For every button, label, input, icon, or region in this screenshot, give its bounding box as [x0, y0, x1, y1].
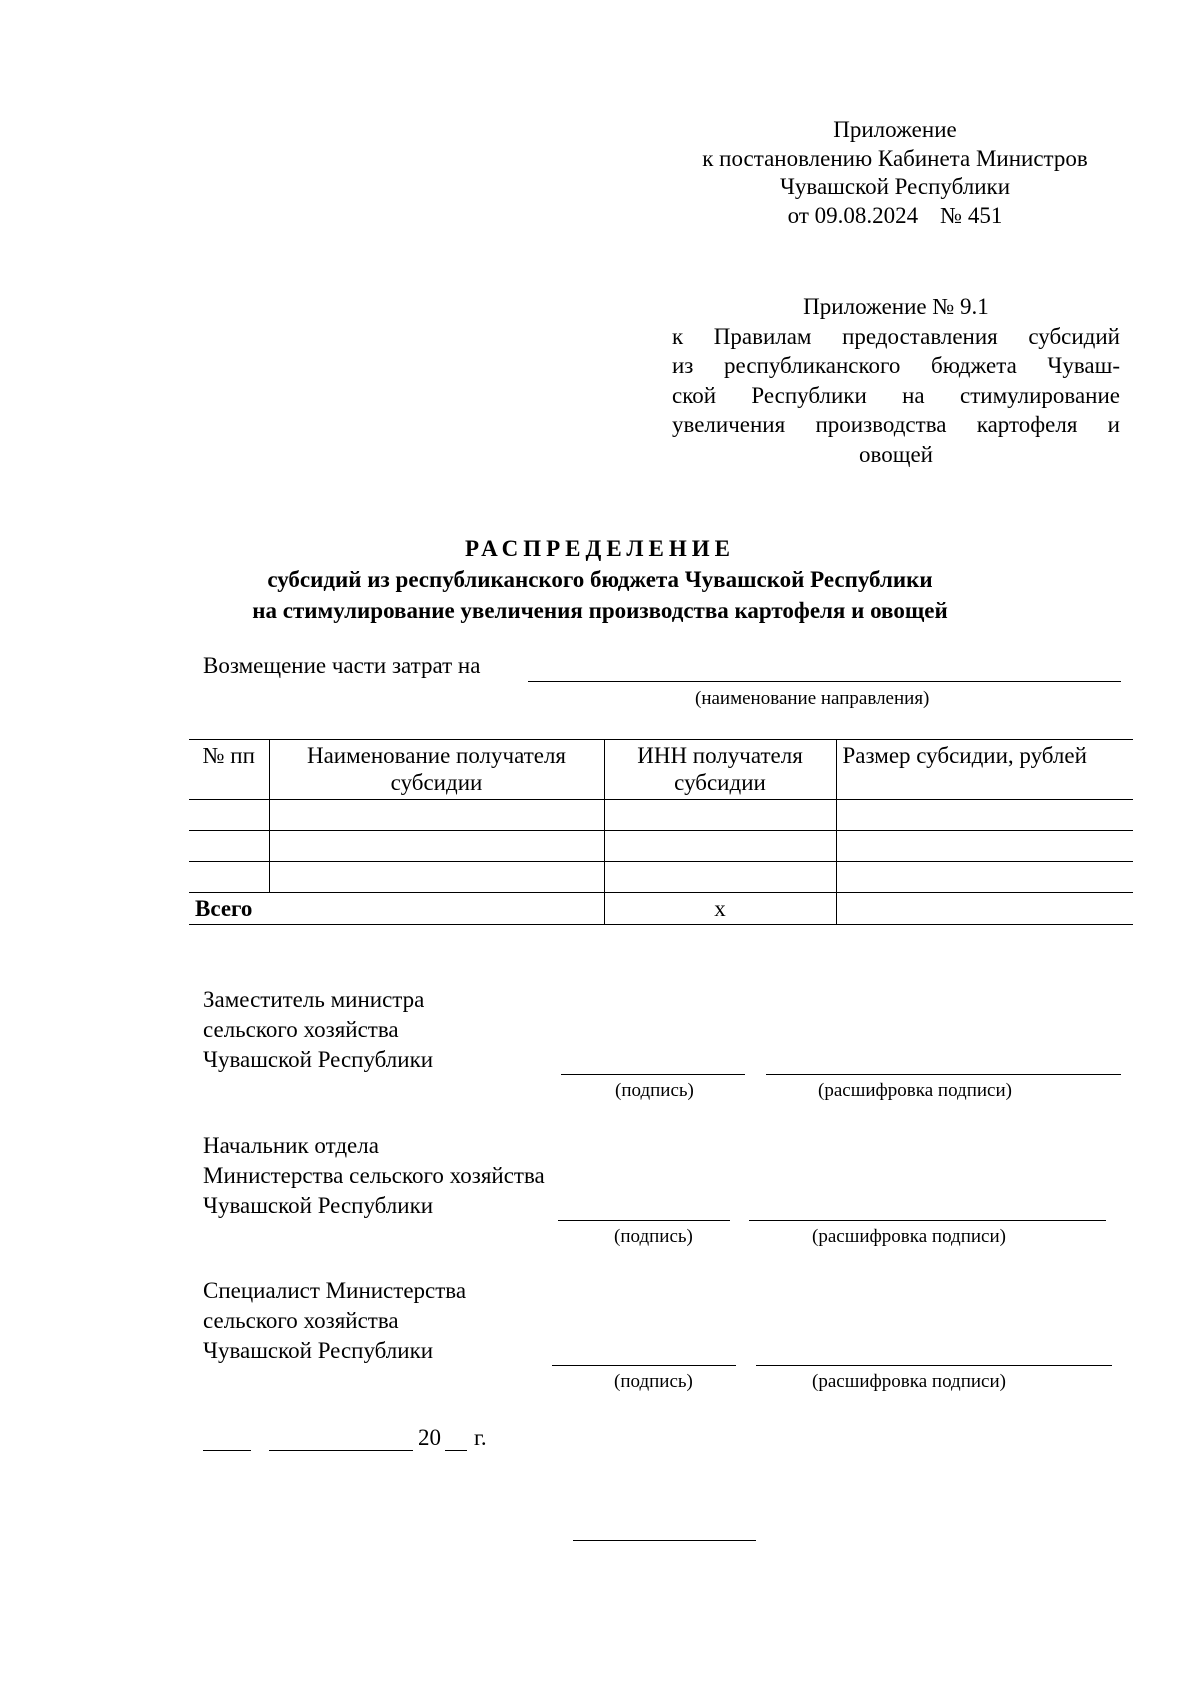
- annex2-line-1: к Правилам предоставления субсидий: [672, 323, 1120, 349]
- annex2-line-5: овощей: [859, 441, 933, 467]
- signatory-line: Чувашской Республики: [203, 1338, 434, 1363]
- table-cell[interactable]: [189, 831, 269, 862]
- annex-title: Приложение: [833, 117, 957, 142]
- signatory-line: сельского хозяйства: [203, 1308, 399, 1333]
- purpose-label: Возмещение части затрат на: [203, 653, 481, 678]
- date-month-blank[interactable]: [269, 1450, 413, 1451]
- purpose-blank-line[interactable]: [528, 681, 1121, 682]
- document-subtitle-1: субсидий из республиканского бюджета Чувашской Республики: [267, 567, 933, 592]
- signatory-line: Заместитель министра: [203, 987, 425, 1012]
- table-cell[interactable]: [189, 800, 269, 831]
- date-year-suffix: г.: [474, 1425, 487, 1450]
- table-cell[interactable]: [836, 831, 1133, 862]
- table-total-row: [189, 893, 1133, 925]
- table-cell[interactable]: [604, 862, 836, 893]
- signatory-line: Чувашской Республики: [203, 1193, 434, 1218]
- table-row: [189, 800, 1133, 831]
- total-inn-cell: х: [604, 893, 836, 925]
- signature-line[interactable]: [552, 1365, 736, 1366]
- annex-date: от 09.08.2024: [787, 202, 919, 228]
- document-title: РАСПРЕДЕЛЕНИЕ: [465, 536, 735, 561]
- header-subsidy-amount: Размер субсидии, рублей: [836, 740, 1133, 800]
- table-cell[interactable]: [189, 862, 269, 893]
- annex-number: № 451: [940, 202, 1003, 228]
- header-recipient-name: Наименование получателя субсидии: [269, 740, 604, 800]
- document-subtitle-2: на стимулирование увеличения производства картофеля и овощей: [252, 598, 948, 623]
- signature-caption: (подпись): [614, 1226, 693, 1247]
- table-cell[interactable]: [604, 800, 836, 831]
- total-amount-cell[interactable]: [836, 893, 1133, 925]
- signatory-line: Министерства сельского хозяйства: [203, 1163, 545, 1188]
- signature-decode-line[interactable]: [756, 1365, 1112, 1366]
- table-header-row: [189, 740, 1133, 800]
- signature-line[interactable]: [561, 1074, 745, 1075]
- annex-rules-header: [672, 292, 1120, 469]
- annex2-line-2: из республиканского бюджета Чуваш-: [672, 353, 1120, 378]
- signature-decode-caption: (расшифровка подписи): [818, 1080, 1012, 1101]
- date-day-blank[interactable]: [203, 1450, 251, 1451]
- annex-line-3: Чувашской Республики: [779, 174, 1011, 199]
- purpose-caption: (наименование направления): [695, 688, 930, 709]
- header-number: № пп: [189, 740, 269, 800]
- table-cell[interactable]: [836, 862, 1133, 893]
- table-cell[interactable]: [836, 800, 1133, 831]
- document-end-line: [573, 1540, 756, 1541]
- table-cell[interactable]: [269, 831, 604, 862]
- total-label: Всего: [189, 893, 604, 925]
- table-row: [189, 862, 1133, 893]
- table-cell[interactable]: [269, 800, 604, 831]
- signature-line[interactable]: [558, 1220, 730, 1221]
- signature-caption: (подпись): [615, 1080, 694, 1101]
- signatory-line: Начальник отдела: [203, 1133, 379, 1158]
- annex-date-line: [660, 202, 1130, 231]
- signature-block-specialist: [203, 1276, 466, 1366]
- signature-decode-line[interactable]: [766, 1074, 1121, 1075]
- annex2-line-3: ской Республики на стимулирование: [672, 382, 1120, 408]
- signature-decode-line[interactable]: [749, 1220, 1106, 1221]
- table-row: [189, 831, 1133, 862]
- annex2-line-4: увеличения производства картофеля и: [672, 412, 1120, 437]
- table-cell[interactable]: [604, 831, 836, 862]
- signatory-line: Специалист Министерства: [203, 1278, 467, 1303]
- annex2-title: Приложение № 9.1: [803, 294, 989, 319]
- signatory-line: Чувашской Республики: [203, 1047, 434, 1072]
- distribution-table: [189, 739, 1133, 925]
- annex-header: [660, 116, 1130, 230]
- signature-caption: (подпись): [614, 1371, 693, 1392]
- date-year-blank[interactable]: [445, 1450, 467, 1451]
- signature-block-deputy-minister: [203, 985, 433, 1075]
- signature-decode-caption: (расшифровка подписи): [812, 1226, 1006, 1247]
- date-year-prefix: 20: [418, 1425, 441, 1450]
- annex-line-2: к постановлению Кабинета Министров: [702, 145, 1088, 171]
- signature-decode-caption: (расшифровка подписи): [812, 1371, 1006, 1392]
- signature-block-department-head: [203, 1131, 545, 1221]
- table-cell[interactable]: [269, 862, 604, 893]
- signatory-line: сельского хозяйства: [203, 1017, 399, 1042]
- header-recipient-inn: ИНН получателя субсидии: [604, 740, 836, 800]
